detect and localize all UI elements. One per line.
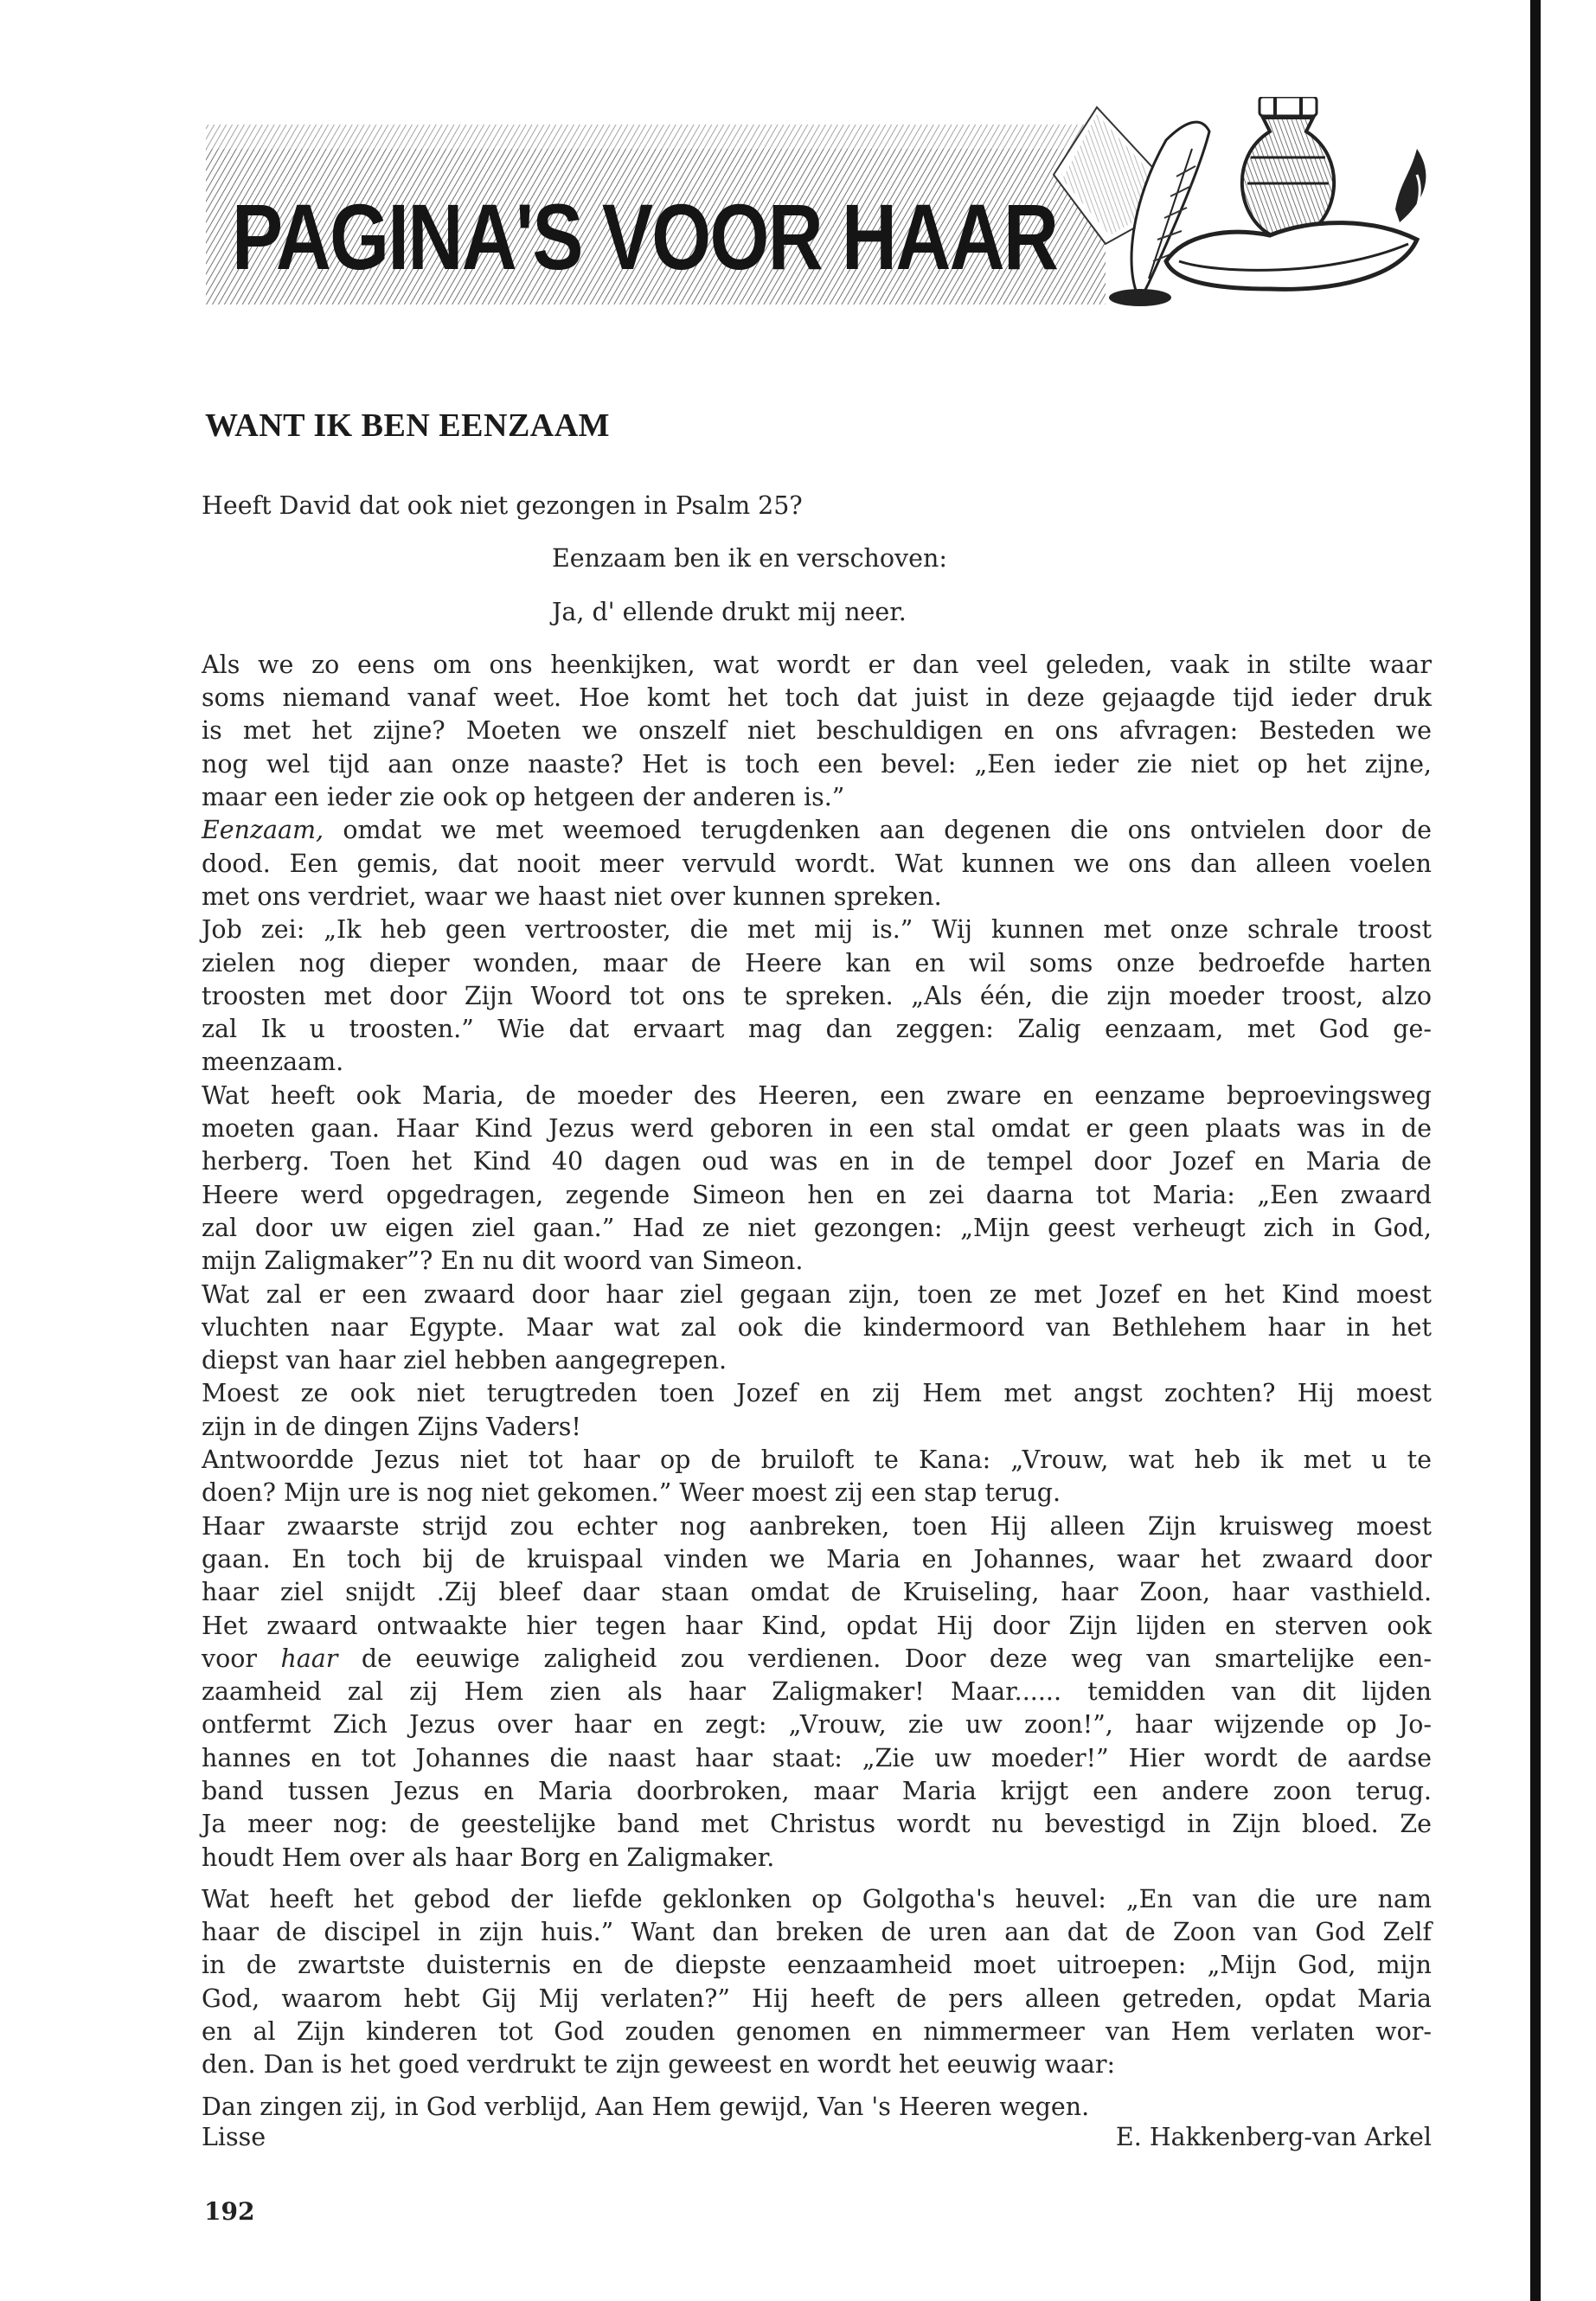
body-line: herberg. Toen het Kind 40 dagen oud was en in de tempel door Jozef en Maria de bbox=[202, 1147, 1432, 1176]
body-line: maar een ieder zie ook op hetgeen der anderen is.” bbox=[202, 783, 845, 812]
body-line: meenzaam. bbox=[202, 1048, 344, 1077]
body-line: Wat zal er een zwaard door haar ziel gegaan zijn, toen ze met Jozef en het Kind moest bbox=[202, 1279, 1432, 1309]
body-line: Heere werd opgedragen, zegende Simeon hen en zei daarna tot Maria: „Een zwaard bbox=[202, 1180, 1432, 1209]
body-line: Haar zwaarste strijd zou echter nog aanbreken, toen Hij alleen Zijn kruisweg moest bbox=[202, 1511, 1432, 1541]
body-line: zielen nog dieper wonden, maar de Heere kan en wil soms onze bedroefde harten bbox=[202, 948, 1432, 977]
body-line: ontfermt Zich Jezus over haar en zegt: „Vrouw, zie uw zoon!”, haar wijzende op Jo- bbox=[202, 1710, 1432, 1740]
place-name: Lisse bbox=[202, 2123, 266, 2151]
body-line: met ons verdriet, waar we haast niet over kunnen spreken. bbox=[202, 881, 942, 911]
italic-word: haar bbox=[280, 1644, 338, 1673]
body-line: God, waarom hebt Gij Mij verlaten?” Hij heeft de pers alleen getreden, opdat Maria bbox=[202, 1984, 1432, 2013]
vase-icon bbox=[1242, 97, 1334, 235]
body-line: Als we zo eens om ons heenkijken, wat wordt er dan veel geleden, vaak in stilte waar bbox=[202, 650, 1432, 679]
body-line: Wat heeft ook Maria, de moeder des Heeren, een zware en eenzame beproevingsweg bbox=[202, 1080, 1432, 1110]
body-line: band tussen Jezus en Maria doorbroken, maar Maria krijgt een andere zoon terug. bbox=[202, 1776, 1432, 1805]
body-line: hannes en tot Johannes die naast haar staat: „Zie uw moeder!” Hier wordt de aardse bbox=[202, 1743, 1432, 1772]
body-line: Job zei: „Ik heb geen vertrooster, die met mij is.” Wij kunnen met onze schrale troost bbox=[202, 915, 1432, 945]
intro-line: Heeft David dat ook niet gezongen in Psalm 25? bbox=[202, 491, 803, 520]
italic-word: Eenzaam, bbox=[202, 816, 324, 845]
body-line: zal door uw eigen ziel gaan.” Had ze niet gezongen: „Mijn geest verheugt zich in God, bbox=[202, 1213, 1432, 1242]
page-number: 192 bbox=[204, 2197, 255, 2226]
body-line: haar ziel snijdt .Zij bleef daar staan omdat de Kruiseling, haar Zoon, haar vasthield. bbox=[202, 1578, 1432, 1607]
body-line: nog wel tijd aan onze naaste? Het is toch een bevel: „Een ieder zie niet op het zijne, bbox=[202, 749, 1432, 779]
body-line: den. Dan is het goed verdrukt te zijn geweest en wordt het eeuwig waar: bbox=[202, 2050, 1116, 2080]
body-line-text: voor bbox=[202, 1644, 258, 1673]
body-line: soms niemand vanaf weet. Hoe komt het toch dat juist in deze gejaagde tijd ieder druk bbox=[202, 683, 1432, 713]
body-line: Moest ze ook niet terugtreden toen Jozef en zij Hem met angst zochten? Hij moest bbox=[202, 1379, 1432, 1408]
body-line: zaamheid zal zij Hem zien als haar Zaligmaker! Maar...... temidden van dit lijden bbox=[202, 1677, 1432, 1707]
body-line: dood. Een gemis, dat nooit meer vervuld wordt. Wat kunnen we ons dan alleen voelen bbox=[202, 849, 1432, 878]
body-line: houdt Hem over als haar Borg en Zaligmaker. bbox=[202, 1843, 775, 1872]
body-line bbox=[202, 1643, 1432, 1676]
body-line-text: de eeuwige zaligheid zou verdienen. Door deze weg van smartelijke een- bbox=[361, 1644, 1432, 1673]
body-line: zal Ik u troosten.” Wie dat ervaart mag dan zeggen: Zalig eenzaam, met God ge- bbox=[202, 1015, 1432, 1044]
body-line: gaan. En toch bij de kruispaal vinden we Maria en Johannes, waar het zwaard door bbox=[202, 1544, 1432, 1574]
body-line: haar de discipel in zijn huis.” Want dan breken de uren aan dat de Zoon van God Zelf bbox=[202, 1918, 1432, 1947]
closing-verse-line: Dan zingen zij, in God verblijd, Aan Hem gewijd, Van 's Heeren wegen. bbox=[202, 2092, 1090, 2121]
article bbox=[202, 407, 1432, 2124]
body-line: diepst van haar ziel hebben aangegrepen. bbox=[202, 1346, 727, 1375]
body-line-text: omdat we met weemoed terugdenken aan degenen die ons ontvielen door de bbox=[343, 816, 1433, 845]
body-line: Het zwaard ontwaakte hier tegen haar Kind, opdat Hij door Zijn lijden en sterven ook bbox=[202, 1611, 1432, 1640]
page-edge-rule bbox=[1530, 0, 1541, 2301]
psalm-verse-line: Eenzaam ben ik en verschoven: bbox=[552, 544, 947, 574]
body-line: troosten met door Zijn Woord tot ons te spreken. „Als één, die zijn moeder troost, alzo bbox=[202, 981, 1432, 1010]
body-line: moeten gaan. Haar Kind Jezus werd geboren in een stal omdat er geen plaats was in de bbox=[202, 1114, 1432, 1144]
body-line: en al Zijn kinderen tot God zouden genomen en nimmermeer van Hem verlaten wor- bbox=[202, 2017, 1432, 2047]
body-line: doen? Mijn ure is nog niet gekomen.” Weer moest zij een stap terug. bbox=[202, 1478, 1061, 1508]
body-line: Antwoordde Jezus niet tot haar op de bruiloft te Kana: „Vrouw, wat heb ik met u te bbox=[202, 1445, 1432, 1475]
banner-title: PAGINA'S VOOR HAAR bbox=[232, 184, 1058, 289]
psalm-verse-line: Ja, d' ellende drukt mij neer. bbox=[552, 597, 907, 626]
article-title: WANT IK BEN EENZAAM bbox=[205, 407, 611, 444]
author-name: E. Hakkenberg-van Arkel bbox=[1115, 2123, 1432, 2151]
body-line: is met het zijne? Moeten we onszelf niet beschuldigen en ons afvragen: Besteden we bbox=[202, 716, 1432, 746]
body-line: Ja meer nog: de geestelijke band met Christus wordt nu bevestigd in Zijn bloed. Ze bbox=[202, 1810, 1432, 1839]
body-line: zijn in de dingen Zijns Vaders! bbox=[202, 1412, 581, 1441]
body-line: in de zwartste duisternis en de diepste eenzaamheid moet uitroepen: „Mijn God, mijn bbox=[202, 1951, 1432, 1980]
body-line: Wat heeft het gebod der liefde geklonken op Golgotha's heuvel: „En van die ure nam bbox=[202, 1884, 1432, 1913]
header-banner bbox=[206, 97, 1434, 313]
body-line: vluchten naar Egypte. Maar wat zal ook die kindermoord van Bethlehem haar in het bbox=[202, 1312, 1432, 1342]
body-line: mijn Zaligmaker”? En nu dit woord van Simeon. bbox=[202, 1247, 804, 1276]
body-line bbox=[202, 814, 1432, 847]
